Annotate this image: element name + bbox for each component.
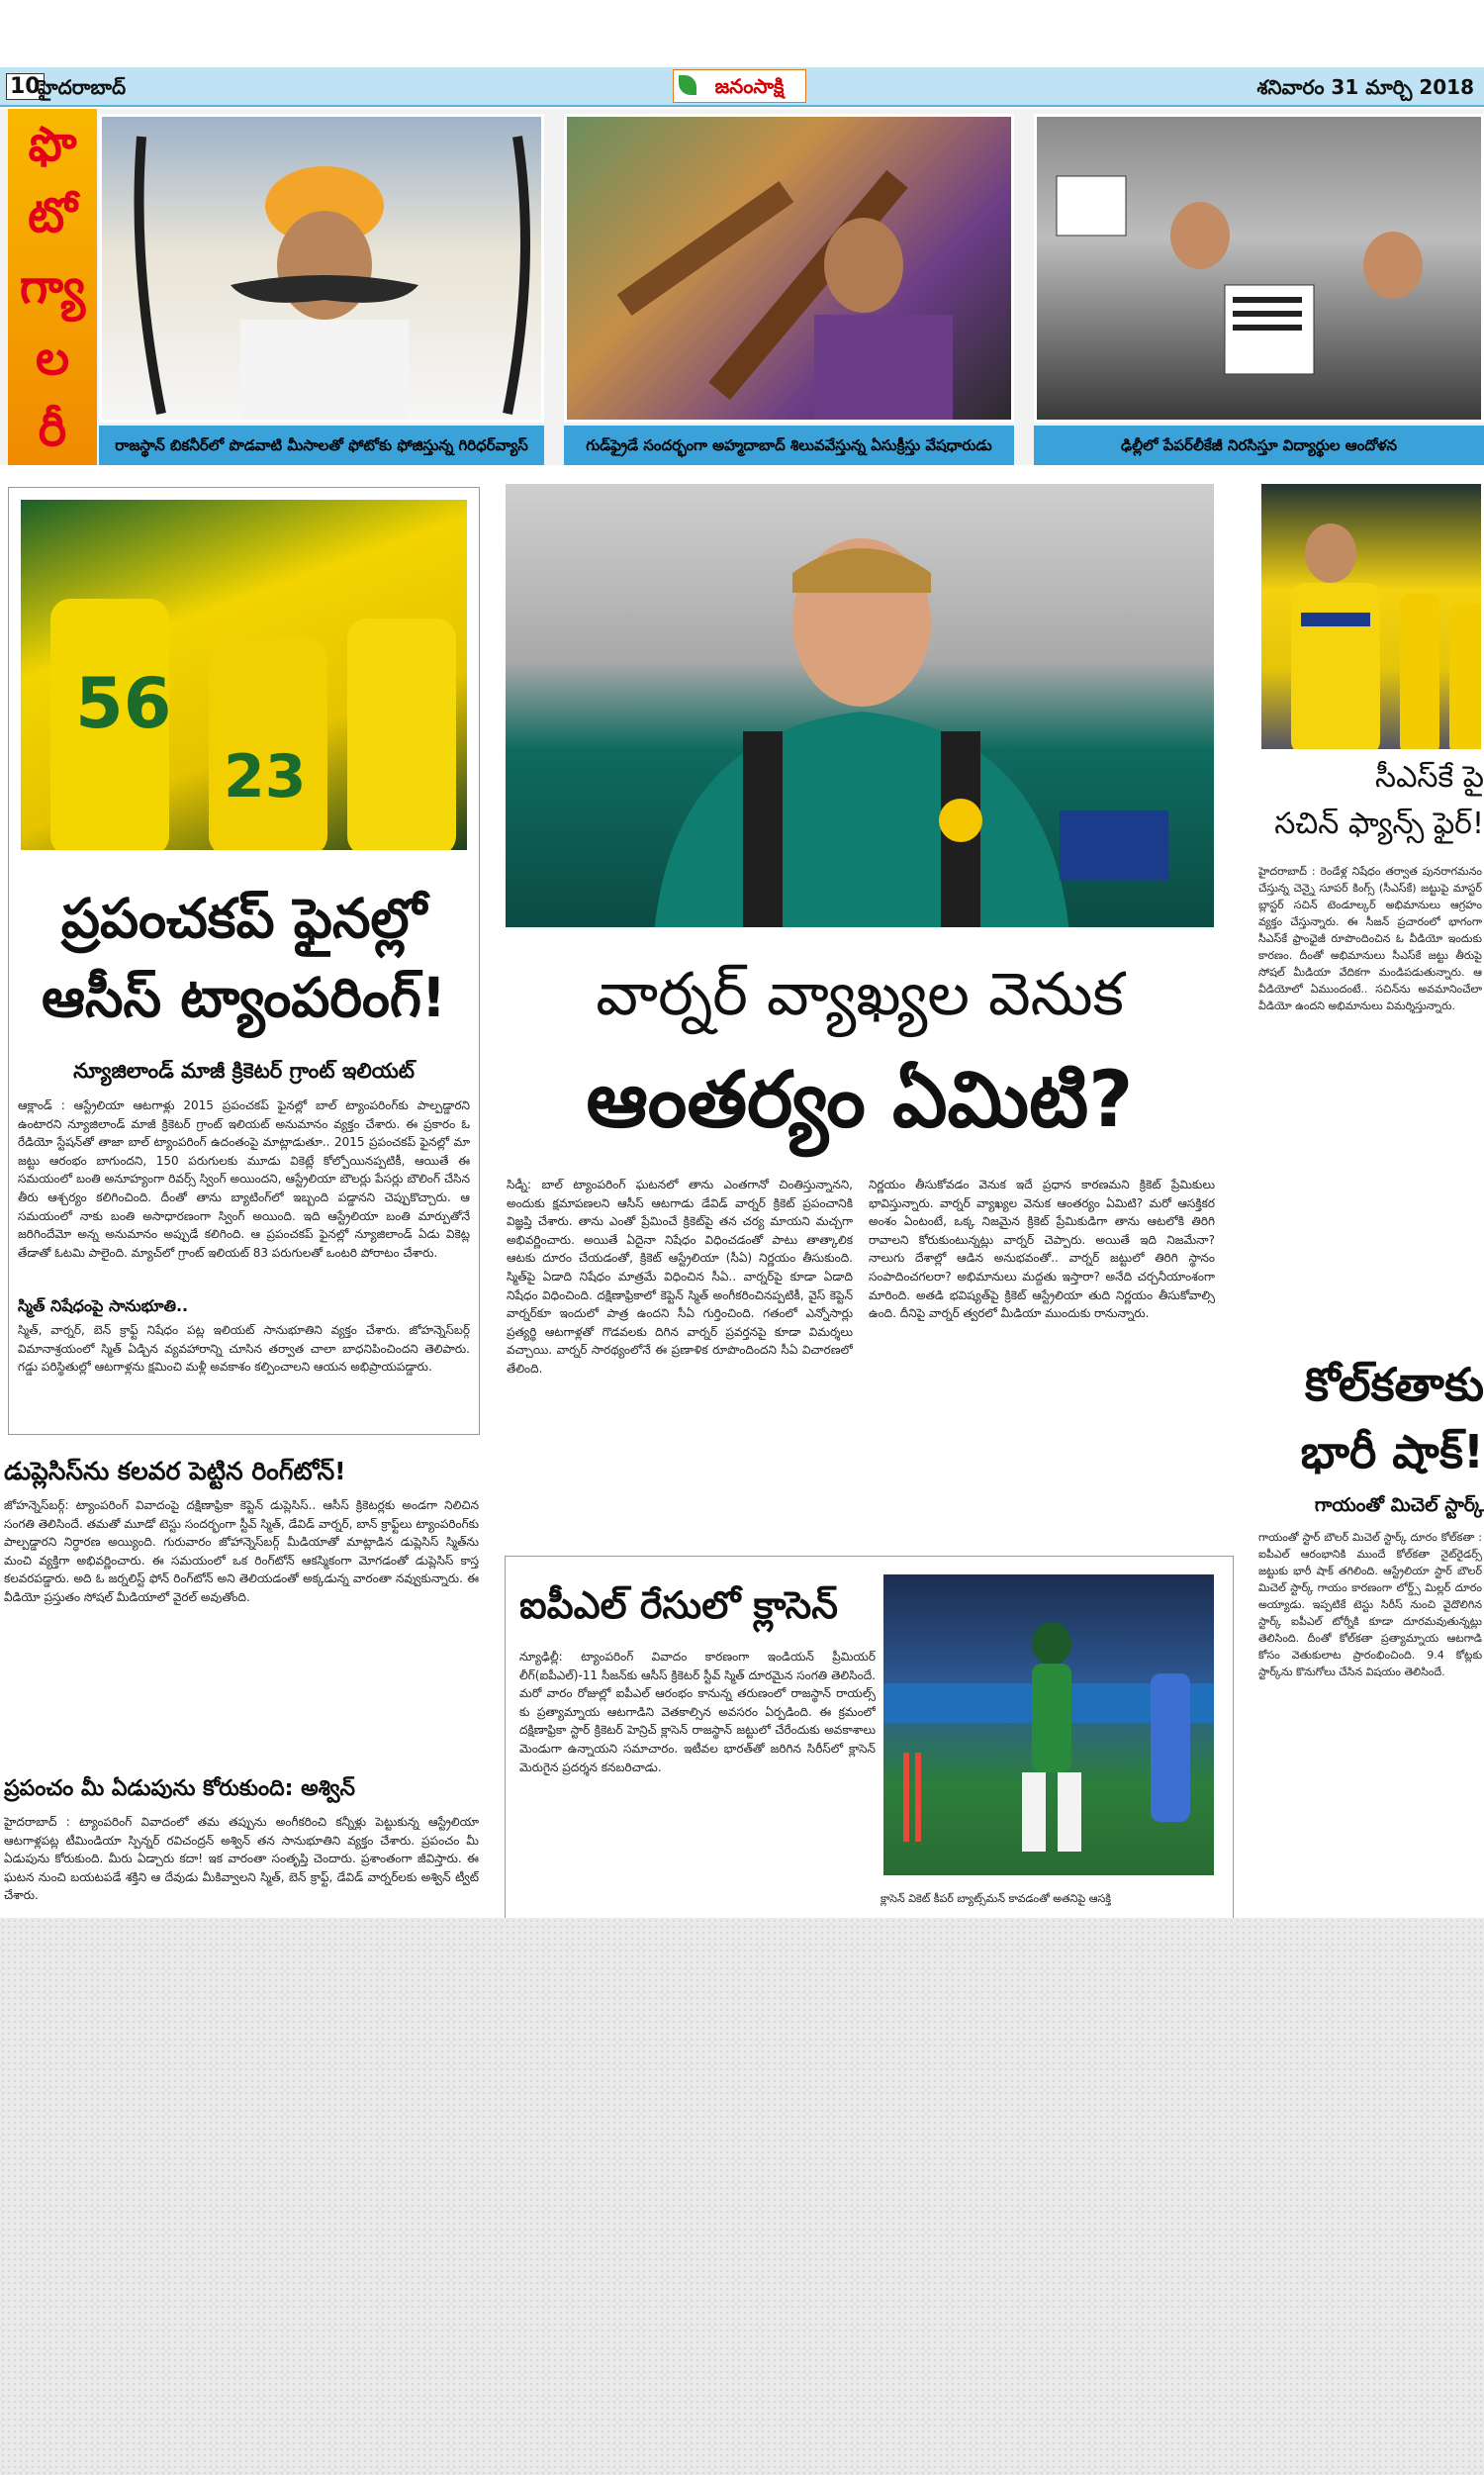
- gallery-title-letter: రీ: [38, 402, 67, 457]
- klaasen-headline: ఐపీఎల్ రేసులో క్లాసెన్: [519, 1583, 838, 1627]
- gallery-title-letter: ఫొ: [28, 117, 77, 172]
- left-subhead: న్యూజిలాండ్ మాజీ క్రికెటర్ గ్రాంట్ ఇలియట్: [73, 1059, 415, 1083]
- klaasen-photo: [881, 1571, 1217, 1878]
- csk-players-illustration: [1261, 484, 1484, 752]
- main-body-col2: నిర్ణయం తీసుకోవడం వెనుక ఇదే ప్రధాన కారణమని క్రికెట్ ప్రేమికులు భావిస్తున్నారు. వార్నర్ వ్యాఖ్యల వెనుక ఆంతర్యం ఏమిటి? మరో ఆసక్తికర అంశం ఏంటంటే, ఒక్క నిజమైన క్రికెట్ ప్రేమికుడిగా తాను ఆటలోకి తిరిగి రావాలని కోరుకుంటున్నట్లు వార్నర్ చెప్పారు. అయితే ఇది నిజమేనా? నాలుగు దేశాల్లో ఆడిన అనుభవంతో.. వార్నర్ జట్టులో తిరిగి స్థానం సంపాదించగలరా? అభిమానులు మద్దతు ఇస్తారా? అనేది చర్చనీయాంశంగా మారింది. అతడి భవిష్యత్‌పై క్రికెట్ ఆస్ట్రేలియా తుది నిర్ణయం తీసుకోవాల్సి ఉంది. దీనిపై వార్నర్ త్వరలో మీడియా ముందుకు రానున్నారు.: [869, 1178, 1215, 1321]
- left-body-1: ఆక్లాండ్ : ఆస్ట్రేలియా ఆటగాళ్లు 2015 ప్రపంచకప్ ఫైనల్లో బాల్ ట్యాంపరింగ్‌కు పాల్పడ్డారని ఉంటారని న్యూజిలాండ్ మాజీ క్రికెటర్ గ్రాంట్ ఇలియట్ అనుమానం వ్యక్తం చేశారు. ఈ ప్రకారం ఓ రేడియో స్టేషన్‌తో తాజా బాల్ ట్యాంపరింగ్ ఉదంతంపై మాట్లాడుతూ.. 2015 ప్రపంచకప్ ఫైనల్లో మా జట్టు ఆరంభం బాగుందని, 150 పరుగులకు మూడు వికెట్లే కోల్పోయినప్పటికీ, ఆయితే ఈ సమయంలో బంతి అనూహ్యంగా రివర్స్ స్వింగ్ అయిందని, ఆస్ట్రేలియా బౌలర్లు పేసర్లు బౌలింగ్ చేసిన తీరు ఆశ్చర్యం కలిగించింది. దీంతో తాను బ్యాటింగ్‌లో ఇబ్బంది పడ్డానని చెప్పుకొచ్చారు. ఆ సమయంలో నాకు బంతి అసాధారణంగా స్వింగ్ అయింది. ఇది ఆస్ట్రేలియా బంతి మార్పుతోనే జరిగిందేమో అన్న అనుమానం అప్పుడే కలిగింది. ఆ ప్రపంచకప్ ఫైనల్లో న్యూజిలాండ్ ఏడు వికెట్ల తేడాతో ఓటమి పాలైంది. మ్యాచ్‌లో గ్రాంట్ ఇలియట్ 83 పరుగులతో ఒంటరి పోరాటం చేశారు.: [18, 1098, 470, 1260]
- csk-headline-line1: సీఎస్‌కే పై: [1375, 760, 1484, 795]
- ashwin-body: హైదరాబాద్ : ట్యాంపరింగ్ వివాదంలో తమ తప్పును అంగీకరించి కన్నీళ్లు పెట్టుకున్న ఆస్ట్రేలియా ఆటగాళ్లపట్ల టీమిండియా స్పిన్నర్ రవిచంద్రన్ అశ్విన్ తన సానుభూతిని వ్యక్తం చేశారు. ప్రపంచం మీ ఏడుపును కోరుకుంది. మీరు ఏడ్చారు కదా! ఇక వారంతా సంతృప్తి చెందారు. ప్రశాంతంగా జీవిస్తారు. ఈ ఘటన నుంచి బయటపడే శక్తిని ఆ దేవుడు మీకివ్వాలని స్మిత్, బెన్ క్రాఫ్ట్, డేవిడ్ వార్నర్‌లకు అశ్విన్ ట్వీట్ చేశారు.: [4, 1815, 479, 1903]
- ringtone-body: జోహన్నెస్‌బర్గ్: ట్యాంపరింగ్ వివాదంపై దక్షిణాఫ్రికా కెప్టెన్ డుప్లెసిస్.. ఆసీస్ క్రికెటర్లకు అండగా నిలిచిన సంగతి తెలిసిందే. తమతో మూడో టెస్టు సందర్భంగా స్టీవ్ స్మిత్, డేవిడ్ వార్నర్, బాన్ క్రాఫ్ట్‌లు ట్యాంపరింగ్‌కు పాల్పడ్డారని నిర్ధారణ అయ్యింది. గురువారం జోహాన్నెస్‌బర్గ్ మీడియాతో మాట్లాడిన డుప్లెసిస్ స్మిత్‌ను మంచి వ్యక్తిగా అభివర్ణించారు. ఈ సమయంలో ఒక రింగ్‌టోన్ ఆకస్మికంగా మోగడంతో డుప్లెసిస్ కాస్త కలవరపడ్డారు. అది ఓ జర్నలిస్ట్ ఫోన్ రింగ్‌టోన్ అని తెలియడంతో అక్కడున్న వారంతా నవ్వుకున్నారు. ఈ వీడియో ప్రస్తుతం సోషల్ మీడియాలో వైరల్ అవుతోంది.: [4, 1498, 479, 1604]
- protest-illustration: [1037, 117, 1484, 423]
- cross-bearer-illustration: [567, 117, 1014, 423]
- main-headline-line1: వార్నర్ వ్యాఖ్యల వెనుక: [596, 960, 1124, 1029]
- photo-gallery-title: [8, 109, 97, 465]
- gallery-title-letter: టో: [28, 188, 77, 243]
- kkr-subhead: గాయంతో మిచెల్ స్టార్క్: [1314, 1494, 1484, 1516]
- kkr-body: గాయంతో స్టార్ బౌలర్ మిచెల్ స్టార్క్ దూరం కోల్‌కతా : ఐపీఎల్ ఆరంభానికి ముందే కోల్‌కతా నైట్‌రైడర్స్ జట్టుకు భారీ షాక్ తగిలింది. ఆస్ట్రేలియా స్టార్ బౌలర్ మిచెల్ స్టార్క్ గాయం కారణంగా లోర్డ్స్ మిల్లర్ దూరం అయ్యాడు. ఇప్పటికే టెస్టు సిరీస్ నుంచి వైదొలిగిన స్టార్క్ ఐపీఎల్ టోర్నీకి కూడా దూరమవుతున్నట్లు తెలిసింది. దీంతో కోల్‌కతా ప్రత్యామ్నాయ ఆటగాడి కోసం వెతుకులాట ప్రారంభించింది. 9.4 కోట్లకు స్టార్క్‌ను కొనుగోలు చేసిన విషయం తెలిసిందే.: [1258, 1531, 1482, 1679]
- gallery-photo-goodfriday: [564, 114, 1014, 423]
- kkr-headline-line2: భారీ షాక్!: [1300, 1425, 1484, 1478]
- csk-headline-line2: సచిన్ ఫ్యాన్స్ ఫైర్!: [1274, 807, 1484, 841]
- moustache-man-illustration: [102, 117, 544, 423]
- left-body-2: స్మిత్, వార్నర్, బెన్ క్రాఫ్ట్ నిషేధం పట్ల ఇలియట్ సానుభూతిని వ్యక్తం చేశారు. జోహన్నెస్‌బర్గ్ విమానాశ్రయంలో స్మిత్ ఏడ్చిన వ్యవహారాన్ని చూసిన తర్వాత చాలా బాధనిపించిందని తెలిపారు. గడ్డు పరిస్థితుల్లో ఆటగాళ్లను క్షమించి మళ్లీ అవకాశం కల్పించాలని ఆయన అభిప్రాయపడ్డారు.: [18, 1323, 470, 1375]
- gallery-caption: గుడ్‌ఫ్రైడే సందర్భంగా అహ్మదాబాద్ శిలువవేస్తున్న ఏసుక్రీస్తు వేషధారుడు: [564, 426, 1014, 465]
- gallery-photo-protest: [1034, 114, 1484, 423]
- warner-photo: [503, 481, 1217, 930]
- main-body-col1: సిడ్నీ: బాల్ ట్యాంపరింగ్ ఘటనలో తాను ఎంతగానో చింతిస్తున్నానని, అందుకు క్షమాపణలని ఆసీస్ ఆటగాడు డేవిడ్ వార్నర్ క్రికెట్ ప్రపంచానికి విజ్ఞప్తి చేశారు. తాను ఎంతో ప్రేమించే క్రికెట్‌పై తన చర్య మాయని మచ్చగా అభివర్ణించారు. అయితే ఏదైనా నిషేధం విధించడంతో పాటు తాత్కాలిక ఆటకు దూరం చేయడంతో, క్రికెట్ ఆస్ట్రేలియా (సీఏ) నిర్ణయం తీసుకుంది. స్మిత్‌పై ఏడాది నిషేధం మాత్రమే విధించిన సీఏ.. వార్నర్‌పై కూడా ఏడాది నిషేధం విధించింది. దక్షిణాఫ్రికాలో కెప్టెన్ స్మిత్ అంగీకరించినప్పటికీ, వైస్ కెప్టెన్ వార్నర్‌కూ ఇందులో పాత్ర ఉందని సీఏ గుర్తించింది. గతంలో ఎన్నోసార్లు ప్రత్యర్థి ఆటగాళ్లతో గొడవలకు దిగిన వార్నర్ ప్రవర్తనపై కూడా విమర్శలు వచ్చాయి. వార్నర్ సారథ్యంలోనే ఈ ప్రణాళిక రూపొందిందని సీఏ విచారణలో తేలింది.: [507, 1178, 853, 1376]
- left-headline-line2: ఆసీస్ ట్యాంపరింగ్!: [42, 966, 446, 1029]
- ringtone-headline: డుప్లెసిస్‌ను కలవర పెట్టిన రింగ్‌టోన్!: [4, 1457, 346, 1485]
- dhoni-photo: [1258, 481, 1484, 752]
- main-headline-line2: ఆంతర్యం ఏమిటి?: [586, 1056, 1134, 1145]
- gallery-title-letter: ల: [35, 331, 70, 386]
- left-subsection-title: స్మిత్ నిషేధంపై సానుభూతి..: [18, 1296, 189, 1315]
- gallery-title-letter: గ్యా: [19, 259, 86, 315]
- logo-text: జనంసాక్షి: [714, 74, 785, 98]
- page-number: 10: [6, 73, 45, 100]
- klaasen-body: న్యూఢిల్లీ: ట్యాంపరింగ్ వివాదం కారణంగా ఇండియన్ ప్రీమియర్ లీగ్(ఐపీఎల్)-11 సీజన్‌కు ఆసీస్ క్రికెటర్ స్టీవ్ స్మిత్ దూరమైన సంగతి తెలిసిందే. మరో వారం రోజుల్లో ఐపీఎల్ ఆరంభం కానున్న తరుణంలో రాజస్థాన్ రాయల్స్ కు ప్రత్యామ్నాయ ఆటగాడిని వెతకాల్సిన అవసరం ఏర్పడింది. ఈ క్రమంలో దక్షిణాఫ్రికా స్టార్ క్రికెటర్ హెన్రిచ్ క్లాసెన్ రాజస్థాన్ జట్టులో చేరేందుకు అవకాశాలు మెండుగా ఉన్నాయని సమాచారం. ఇటీవల భారత్‌తో జరిగిన సిరీస్‌లో క్లాసెన్ మెరుగైన ప్రదర్శన కనబరిచాడు.: [519, 1650, 876, 1774]
- aussie-celebration-illustration: [21, 500, 470, 853]
- svg-text:56: 56: [75, 663, 172, 744]
- csk-body: హైదరాబాద్ : రెండేళ్ల నిషేధం తర్వాత పునరాగమనం చేస్తున్న చెన్నై సూపర్ కింగ్స్ (సీఎస్‌కే) జట్టుపై మాస్టర్ బ్లాస్టర్ సచిన్ టెండూల్కర్ అభిమానులు ఆగ్రహం వ్యక్తం చేస్తున్నారు. ఈ సీజన్ ప్రచారంలో భాగంగా సీఎస్‌కే ఫ్రాంఛైజీ రూపొందించిన ఓ వీడియో ఇందుకు కారణం. దీంతో అభిమానులు సీఎస్‌కే జట్టు తీరుపై సోషల్ మీడియా వేదికగా మండిపడుతున్నారు. ఆ వీడియోలో ఏముందంటే.. సచిన్‌ను అవమానించేలా వీడియో ఉందని అభిమానులు విమర్శిస్తున్నారు.: [1258, 865, 1482, 1013]
- ashwin-headline: ప్రపంచం మీ ఏడుపును కోరుకుంది: అశ్విన్: [4, 1776, 355, 1801]
- klaasen-batting-illustration: [883, 1574, 1217, 1878]
- kkr-headline-line1: కోల్‌కతాకు: [1304, 1358, 1484, 1411]
- gallery-photo-moustache: [99, 114, 544, 423]
- australian-team-photo: [18, 497, 470, 853]
- empty-page-area: [0, 1918, 1484, 2475]
- issue-date: శనివారం 31 మార్చి 2018: [1256, 75, 1474, 99]
- klaasen-photo-caption: క్లాసెన్ వికెట్ కీపర్ బ్యాట్స్‌మన్ కావడంతో అతనిపై ఆసక్తి: [881, 1892, 1111, 1905]
- left-headline-line1: ప్రపంచకప్ ఫైనల్లో: [60, 887, 427, 950]
- svg-text:23: 23: [224, 742, 307, 811]
- warner-illustration: [506, 484, 1217, 930]
- gallery-caption: ఢిల్లీలో పేపర్‌లీకేజీ నిరసిస్తూ విద్యార్థుల ఆందోళన: [1034, 426, 1484, 465]
- gallery-caption: రాజస్థాన్ బికనీర్‌లో పొడవాటి మీసాలతో ఫోటోకు ఫోజిస్తున్న గిరిధర్‌వ్యాస్: [99, 426, 544, 465]
- edition-city: హైదరాబాద్: [38, 75, 127, 99]
